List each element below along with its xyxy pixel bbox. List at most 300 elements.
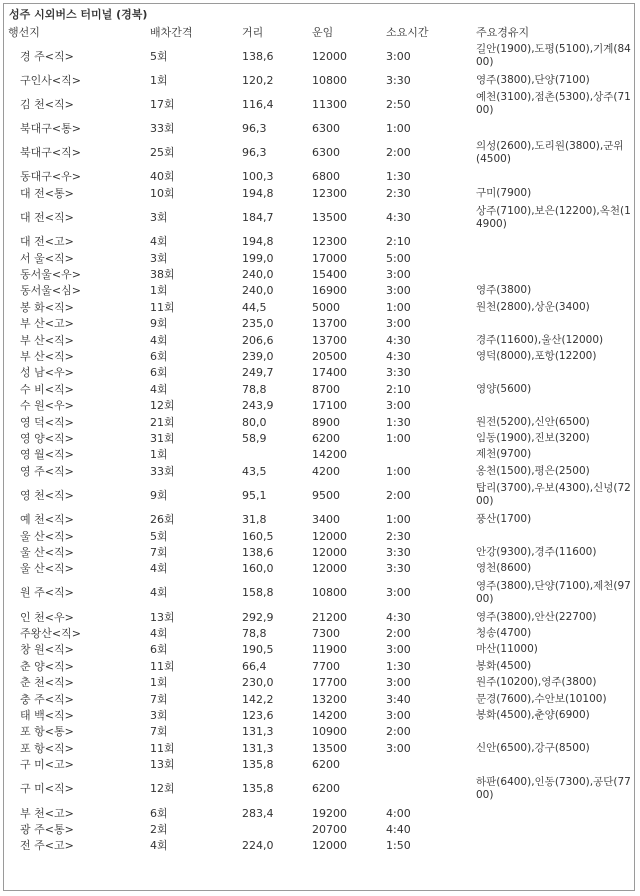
table-row xyxy=(8,381,632,397)
table-row xyxy=(8,88,632,120)
route-cell: 안강(9300),경주(11600) xyxy=(476,545,597,558)
interval-cell: 6회 xyxy=(150,643,168,657)
route-cell: 영주(3800),안산(22700) xyxy=(476,610,597,623)
fare-cell: 17000 xyxy=(312,251,347,265)
duration-cell: 3:30 xyxy=(386,562,411,576)
table-row xyxy=(8,528,632,544)
interval-cell: 9회 xyxy=(150,488,168,502)
interval-cell: 3회 xyxy=(150,211,168,225)
distance-cell: 224,0 xyxy=(242,839,274,853)
interval-cell: 31회 xyxy=(150,431,175,445)
fare-cell: 13500 xyxy=(312,211,347,225)
distance-cell: 66,4 xyxy=(242,659,267,673)
duration-cell: 1:30 xyxy=(386,170,411,184)
distance-cell: 120,2 xyxy=(242,73,274,87)
duration-cell: 4:30 xyxy=(386,610,411,624)
fare-cell: 5000 xyxy=(312,300,340,314)
fare-cell: 6200 xyxy=(312,782,340,796)
destination-cell: 북대구<직> xyxy=(20,146,81,160)
table-row xyxy=(8,266,632,282)
destination-cell: 춘 천<직> xyxy=(20,676,74,690)
fare-cell: 10900 xyxy=(312,725,347,739)
interval-cell: 6회 xyxy=(150,366,168,380)
distance-cell: 158,8 xyxy=(242,586,274,600)
table-row xyxy=(8,625,632,641)
duration-cell: 3:00 xyxy=(386,709,411,723)
destination-cell: 광 주<통> xyxy=(20,822,74,836)
duration-cell: 3:30 xyxy=(386,366,411,380)
distance-cell: 96,3 xyxy=(242,122,267,136)
route-cell: 봉화(4500),춘양(6900) xyxy=(476,709,590,722)
table-row xyxy=(8,283,632,299)
header-destination: 행선지 xyxy=(8,26,40,39)
interval-cell: 1회 xyxy=(150,676,168,690)
route-cell xyxy=(476,724,632,740)
interval-cell: 12회 xyxy=(150,782,175,796)
interval-cell: 11회 xyxy=(150,300,175,314)
duration-cell: 2:50 xyxy=(386,97,411,111)
table-row xyxy=(8,447,632,463)
duration-cell: 3:40 xyxy=(386,692,411,706)
route-cell: 원천(2800),상운(3400) xyxy=(476,300,590,313)
interval-cell: 6회 xyxy=(150,806,168,820)
distance-cell: 283,4 xyxy=(242,806,274,820)
duration-cell: 4:30 xyxy=(386,211,411,225)
destination-cell: 인 천<우> xyxy=(20,610,74,624)
destination-cell: 울 산<직> xyxy=(20,545,74,559)
duration-cell: 3:00 xyxy=(386,643,411,657)
route-cell: 청송(4700) xyxy=(476,627,532,640)
table-row xyxy=(8,511,632,527)
fare-cell: 6200 xyxy=(312,431,340,445)
duration-cell: 2:10 xyxy=(386,235,411,249)
table-row xyxy=(8,691,632,707)
table-row xyxy=(8,40,632,72)
route-cell xyxy=(476,805,632,821)
distance-cell: 184,7 xyxy=(242,211,274,225)
destination-cell: 예 천<직> xyxy=(20,513,74,527)
fare-cell: 12000 xyxy=(312,49,347,63)
duration-cell: 5:00 xyxy=(386,251,411,265)
table-row xyxy=(8,479,632,511)
distance-cell: 206,6 xyxy=(242,333,274,347)
duration-cell: 2:00 xyxy=(386,146,411,160)
distance-cell: 243,9 xyxy=(242,399,274,413)
route-cell xyxy=(476,234,632,250)
route-cell: 영양(5600) xyxy=(476,382,532,395)
destination-cell: 대 전<직> xyxy=(20,211,74,225)
duration-cell: 1:00 xyxy=(386,300,411,314)
fare-cell: 17400 xyxy=(312,366,347,380)
duration-cell: 3:30 xyxy=(386,545,411,559)
interval-cell: 3회 xyxy=(150,709,168,723)
destination-cell: 수 비<직> xyxy=(20,382,74,396)
fare-cell: 7300 xyxy=(312,627,340,641)
table-row xyxy=(8,137,632,169)
distance-cell: 78,8 xyxy=(242,627,267,641)
table-row xyxy=(8,299,632,315)
fare-cell: 4200 xyxy=(312,464,340,478)
fare-cell: 19200 xyxy=(312,806,347,820)
distance-cell: 235,0 xyxy=(242,317,274,331)
route-cell: 영천(8600) xyxy=(476,562,532,575)
route-cell: 탑리(3700),우보(4300),신녕(7200) xyxy=(476,482,631,508)
fare-cell: 8700 xyxy=(312,382,340,396)
route-cell: 문경(7600),수안보(10100) xyxy=(476,692,607,705)
duration-cell: 1:30 xyxy=(386,415,411,429)
interval-cell: 1회 xyxy=(150,73,168,87)
fare-cell: 12000 xyxy=(312,529,347,543)
distance-cell: 31,8 xyxy=(242,513,267,527)
route-cell xyxy=(476,120,632,136)
fare-cell: 17100 xyxy=(312,399,347,413)
interval-cell: 4회 xyxy=(150,627,168,641)
destination-cell: 태 백<직> xyxy=(20,709,74,723)
distance-cell: 95,1 xyxy=(242,488,267,502)
distance-cell: 44,5 xyxy=(242,300,267,314)
terminal-schedule-frame xyxy=(3,3,635,891)
distance-cell: 249,7 xyxy=(242,366,274,380)
destination-cell: 울 산<직> xyxy=(20,529,74,543)
distance-cell: 96,3 xyxy=(242,146,267,160)
duration-cell: 3:00 xyxy=(386,399,411,413)
destination-cell: 원 주<직> xyxy=(20,586,74,600)
interval-cell: 33회 xyxy=(150,464,175,478)
table-row xyxy=(8,642,632,658)
destination-cell: 성 남<우> xyxy=(20,366,74,380)
route-cell: 하판(6400),인동(7300),공단(7700) xyxy=(476,775,631,801)
duration-cell: 3:00 xyxy=(386,586,411,600)
distance-cell: 194,8 xyxy=(242,235,274,249)
destination-cell: 영 덕<직> xyxy=(20,415,74,429)
duration-cell xyxy=(386,447,476,463)
table-row xyxy=(8,724,632,740)
interval-cell: 33회 xyxy=(150,122,175,136)
table-row xyxy=(8,577,632,609)
interval-cell: 9회 xyxy=(150,317,168,331)
interval-cell: 26회 xyxy=(150,513,175,527)
interval-cell: 1회 xyxy=(150,284,168,298)
route-cell xyxy=(476,838,632,854)
fare-cell: 12000 xyxy=(312,545,347,559)
distance-cell: 100,3 xyxy=(242,170,274,184)
table-row xyxy=(8,609,632,625)
interval-cell: 21회 xyxy=(150,415,175,429)
table-row xyxy=(8,773,632,805)
distance-cell: 123,6 xyxy=(242,709,274,723)
route-cell: 풍산(1700) xyxy=(476,513,532,526)
fare-cell: 14200 xyxy=(312,448,347,462)
fare-cell: 3400 xyxy=(312,513,340,527)
interval-cell: 11회 xyxy=(150,741,175,755)
interval-cell: 4회 xyxy=(150,382,168,396)
table-row xyxy=(8,430,632,446)
destination-cell: 대 전<통> xyxy=(20,186,74,200)
fare-cell: 16900 xyxy=(312,284,347,298)
table-row xyxy=(8,463,632,479)
distance-cell: 240,0 xyxy=(242,284,274,298)
table-row xyxy=(8,805,632,821)
destination-cell: 부 천<고> xyxy=(20,806,74,820)
route-cell: 영주(3800),단양(7100) xyxy=(476,73,590,86)
fare-cell: 6300 xyxy=(312,122,340,136)
distance-cell: 194,8 xyxy=(242,186,274,200)
duration-cell xyxy=(386,773,476,805)
header-duration: 소요시간 xyxy=(386,26,429,39)
header-route: 주요경유지 xyxy=(476,26,530,39)
distance-cell: 138,6 xyxy=(242,49,274,63)
table-row xyxy=(8,740,632,756)
table-row xyxy=(8,397,632,413)
fare-cell: 13700 xyxy=(312,317,347,331)
duration-cell: 3:00 xyxy=(386,317,411,331)
duration-cell: 1:00 xyxy=(386,464,411,478)
destination-cell: 북대구<통> xyxy=(20,122,81,136)
table-row xyxy=(8,234,632,250)
interval-cell: 4회 xyxy=(150,839,168,853)
destination-cell: 영 천<직> xyxy=(20,488,74,502)
destination-cell: 구인사<직> xyxy=(20,73,81,87)
table-row xyxy=(8,675,632,691)
interval-cell: 6회 xyxy=(150,349,168,363)
table-row xyxy=(8,707,632,723)
duration-cell: 1:30 xyxy=(386,659,411,673)
route-cell: 봉화(4500) xyxy=(476,659,532,672)
distance-cell: 58,9 xyxy=(242,431,267,445)
fare-cell: 10800 xyxy=(312,73,347,87)
distance-cell: 43,5 xyxy=(242,464,267,478)
interval-cell: 17회 xyxy=(150,97,175,111)
table-row xyxy=(8,169,632,185)
fare-cell: 17700 xyxy=(312,676,347,690)
duration-cell: 3:30 xyxy=(386,73,411,87)
route-cell: 임동(1900),진보(3200) xyxy=(476,431,590,444)
fare-cell: 6200 xyxy=(312,758,340,772)
route-cell: 길안(1900),도평(5100),기계(8400) xyxy=(476,43,631,68)
destination-cell: 서 울<직> xyxy=(20,251,74,265)
distance-cell: 230,0 xyxy=(242,676,274,690)
interval-cell: 5회 xyxy=(150,529,168,543)
duration-cell: 1:00 xyxy=(386,122,411,136)
fare-cell: 13200 xyxy=(312,692,347,706)
destination-cell: 김 천<직> xyxy=(20,97,74,111)
distance-cell: 80,0 xyxy=(242,415,267,429)
distance-cell: 142,2 xyxy=(242,692,274,706)
destination-cell: 부 산<고> xyxy=(20,317,74,331)
distance-cell: 239,0 xyxy=(242,349,274,363)
destination-cell: 봉 화<직> xyxy=(20,300,74,314)
interval-cell: 5회 xyxy=(150,49,168,63)
interval-cell: 40회 xyxy=(150,170,175,184)
distance-cell: 190,5 xyxy=(242,643,274,657)
duration-cell: 3:00 xyxy=(386,268,411,282)
route-cell xyxy=(476,266,632,282)
duration-cell: 4:40 xyxy=(386,822,411,836)
fare-cell: 12000 xyxy=(312,839,347,853)
duration-cell: 2:10 xyxy=(386,382,411,396)
destination-cell: 영 양<직> xyxy=(20,431,74,445)
duration-cell: 3:00 xyxy=(386,676,411,690)
route-cell xyxy=(476,528,632,544)
route-cell xyxy=(476,757,632,773)
fare-cell: 6300 xyxy=(312,146,340,160)
route-cell: 신안(6500),강구(8500) xyxy=(476,741,590,754)
fare-cell: 21200 xyxy=(312,610,347,624)
destination-cell: 동서울<우> xyxy=(20,268,81,282)
route-cell: 상주(7100),보은(12200),옥천(14900) xyxy=(476,204,631,230)
fare-cell: 13500 xyxy=(312,741,347,755)
fare-cell: 11300 xyxy=(312,97,347,111)
fare-cell: 9500 xyxy=(312,488,340,502)
destination-cell: 영 주<직> xyxy=(20,464,74,478)
interval-cell: 10회 xyxy=(150,186,175,200)
interval-cell: 25회 xyxy=(150,146,175,160)
table-row xyxy=(8,658,632,674)
fare-cell: 14200 xyxy=(312,709,347,723)
route-cell: 영주(3800),단양(7100),제천(9700) xyxy=(476,579,631,605)
schedule-rows xyxy=(8,40,632,854)
duration-cell: 2:00 xyxy=(386,725,411,739)
distance-cell: 78,8 xyxy=(242,382,267,396)
fare-cell: 6800 xyxy=(312,170,340,184)
distance-cell: 160,0 xyxy=(242,562,274,576)
duration-cell: 4:00 xyxy=(386,806,411,820)
destination-cell: 경 주<직> xyxy=(20,49,74,63)
table-row xyxy=(8,202,632,234)
interval-cell: 38회 xyxy=(150,268,175,282)
table-row xyxy=(8,838,632,854)
fare-cell: 7700 xyxy=(312,659,340,673)
interval-cell: 12회 xyxy=(150,399,175,413)
header-row xyxy=(8,25,632,40)
distance-cell: 131,3 xyxy=(242,725,274,739)
destination-cell: 춘 양<직> xyxy=(20,659,74,673)
duration-cell: 2:30 xyxy=(386,186,411,200)
destination-cell: 대 전<고> xyxy=(20,235,74,249)
header-distance: 거리 xyxy=(242,26,264,39)
destination-cell: 동서울<심> xyxy=(20,284,81,298)
duration-cell: 2:00 xyxy=(386,488,411,502)
distance-cell xyxy=(242,821,312,837)
route-cell: 영덕(8000),포항(12200) xyxy=(476,349,597,362)
route-cell: 마산(11000) xyxy=(476,643,538,656)
distance-cell: 138,6 xyxy=(242,545,274,559)
fare-cell: 20500 xyxy=(312,349,347,363)
route-cell: 영주(3800) xyxy=(476,284,532,297)
interval-cell: 7회 xyxy=(150,545,168,559)
header-interval: 배차간격 xyxy=(150,26,193,39)
fare-cell: 11900 xyxy=(312,643,347,657)
table-row xyxy=(8,365,632,381)
route-cell xyxy=(476,821,632,837)
table-row xyxy=(8,316,632,332)
duration-cell: 1:00 xyxy=(386,431,411,445)
interval-cell: 11회 xyxy=(150,659,175,673)
duration-cell: 3:00 xyxy=(386,284,411,298)
destination-cell: 구 미<직> xyxy=(20,782,74,796)
route-cell: 옹천(1500),평은(2500) xyxy=(476,464,590,477)
route-cell xyxy=(476,365,632,381)
destination-cell: 부 산<직> xyxy=(20,333,74,347)
destination-cell: 동대구<우> xyxy=(20,170,81,184)
destination-cell: 포 항<직> xyxy=(20,741,74,755)
distance-cell: 240,0 xyxy=(242,268,274,282)
table-row xyxy=(8,544,632,560)
distance-cell: 199,0 xyxy=(242,251,274,265)
duration-cell: 3:00 xyxy=(386,49,411,63)
interval-cell: 4회 xyxy=(150,562,168,576)
fare-cell: 12000 xyxy=(312,562,347,576)
route-cell: 원전(5200),신안(6500) xyxy=(476,415,590,428)
duration-cell: 2:00 xyxy=(386,627,411,641)
destination-cell: 창 원<직> xyxy=(20,643,74,657)
schedule-table xyxy=(8,25,632,854)
table-row xyxy=(8,821,632,837)
distance-cell: 292,9 xyxy=(242,610,274,624)
interval-cell: 2회 xyxy=(150,822,168,836)
table-row xyxy=(8,348,632,364)
fare-cell: 12300 xyxy=(312,186,347,200)
page-title: 성주 시외버스 터미널 (경북) xyxy=(9,8,148,21)
interval-cell: 7회 xyxy=(150,725,168,739)
destination-cell: 수 원<우> xyxy=(20,399,74,413)
destination-cell: 부 산<직> xyxy=(20,349,74,363)
table-row xyxy=(8,185,632,201)
distance-cell: 135,8 xyxy=(242,758,274,772)
route-cell xyxy=(476,250,632,266)
destination-cell: 영 월<직> xyxy=(20,448,74,462)
route-cell xyxy=(476,169,632,185)
destination-cell: 구 미<고> xyxy=(20,758,74,772)
destination-cell: 충 주<직> xyxy=(20,692,74,706)
route-cell: 의성(2600),도리원(3800),군위(4500) xyxy=(476,139,624,165)
table-row xyxy=(8,72,632,88)
header-fare: 운임 xyxy=(312,26,334,39)
route-cell: 제천(9700) xyxy=(476,448,532,461)
table-row xyxy=(8,757,632,773)
route-cell: 원주(10200),영주(3800) xyxy=(476,676,597,689)
route-cell xyxy=(476,397,632,413)
destination-cell: 포 항<통> xyxy=(20,725,74,739)
duration-cell: 1:00 xyxy=(386,513,411,527)
destination-cell: 울 산<직> xyxy=(20,562,74,576)
interval-cell: 3회 xyxy=(150,251,168,265)
fare-cell: 10800 xyxy=(312,586,347,600)
duration-cell xyxy=(386,757,476,773)
distance-cell xyxy=(242,447,312,463)
table-row xyxy=(8,120,632,136)
interval-cell: 4회 xyxy=(150,235,168,249)
table-row xyxy=(8,561,632,577)
route-cell xyxy=(476,316,632,332)
duration-cell: 4:30 xyxy=(386,349,411,363)
route-cell: 구미(7900) xyxy=(476,186,532,199)
interval-cell: 4회 xyxy=(150,333,168,347)
interval-cell: 7회 xyxy=(150,692,168,706)
fare-cell: 15400 xyxy=(312,268,347,282)
distance-cell: 160,5 xyxy=(242,529,274,543)
interval-cell: 13회 xyxy=(150,758,175,772)
fare-cell: 13700 xyxy=(312,333,347,347)
fare-cell: 12300 xyxy=(312,235,347,249)
table-row xyxy=(8,250,632,266)
interval-cell: 13회 xyxy=(150,610,175,624)
route-cell: 경주(11600),울산(12000) xyxy=(476,333,604,346)
table-row xyxy=(8,332,632,348)
destination-cell: 주왕산<직> xyxy=(20,627,81,641)
duration-cell: 1:50 xyxy=(386,839,411,853)
table-row xyxy=(8,414,632,430)
